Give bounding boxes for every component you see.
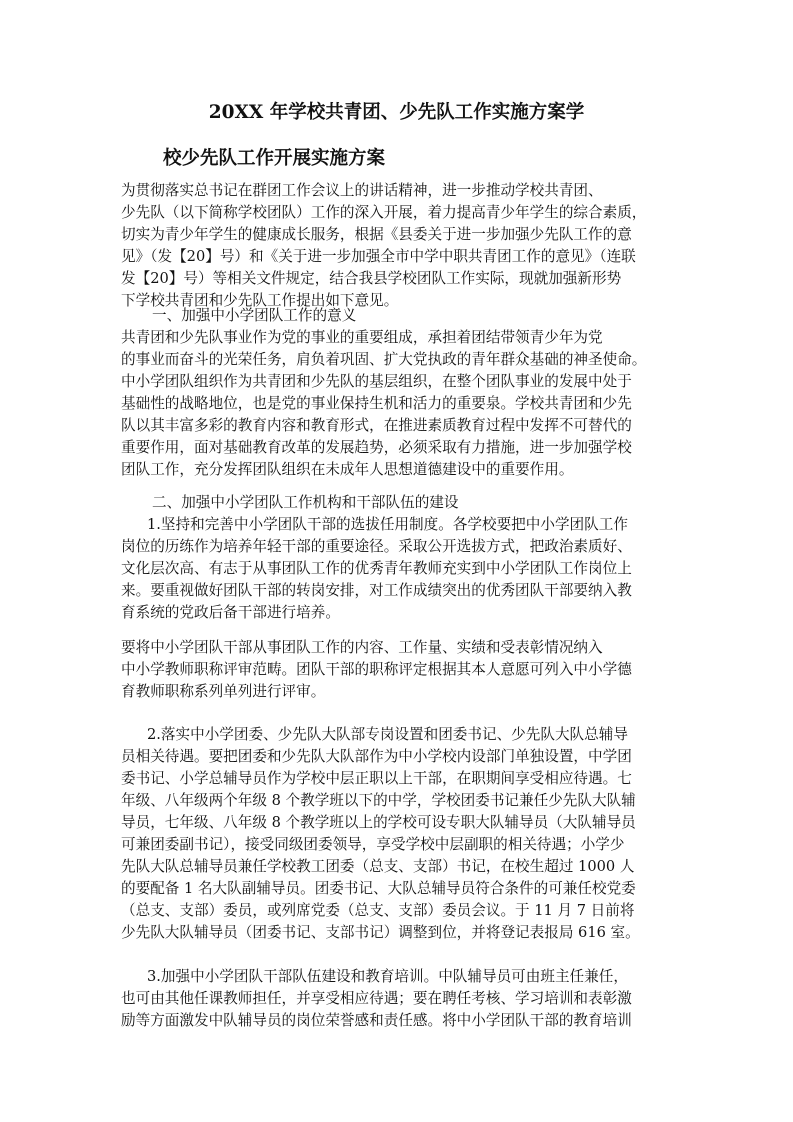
section-2-item-3-line: 也可由其他任课教师担任，并享受相应待遇；要在聘任考核、学习培训和表彰激 xyxy=(121,990,632,1007)
section-2-heading: 二、加强中小学团队工作机构和干部队伍的建设 xyxy=(152,494,459,511)
document-title-line-2: 校少先队工作开展实施方案 xyxy=(163,148,386,169)
section-1-line: 的事业而奋斗的光荣任务，肩负着巩固、扩大党执政的青年群众基础的神圣使命。 xyxy=(121,351,647,368)
section-2-item-2-line: （总支、支部）委员，或列席党委（总支、支部）委员会议。于 11 月 7 日前将 xyxy=(121,902,635,919)
section-2-paragraph-line: 中小学教师职称评审范畴。团队干部的职称评定根据其本人意愿可列入中小学德 xyxy=(121,661,632,678)
section-1-line: 基础性的战略地位，也是党的事业保持生机和活力的重要泉。学校共青团和少先 xyxy=(121,395,632,412)
section-2-item-2-line: 2.落实中小学团委、少先队大队部专岗设置和团委书记、少先队大队总辅导 xyxy=(147,726,628,743)
section-2-item-1-line: 文化层次高、有志于从事团队工作的优秀青年教师充实到中小学团队工作岗位上 xyxy=(121,560,632,577)
section-2-item-2-line: 可兼团委副书记），接受同级团委领导，享受学校中层副职的相关待遇；小学少 xyxy=(121,836,625,853)
section-2-item-2-line: 的要配备 1 名大队副辅导员。团委书记、大队总辅导员符合条件的可兼任校党委 xyxy=(121,880,636,897)
section-1-line: 中小学团队组织作为共青团和少先队的基层组织，在整个团队事业的发展中处于 xyxy=(121,373,632,390)
intro-line: 发【20】号）等相关文件规定，结合我县学校团队工作实际，现就加强新形势 xyxy=(121,270,622,287)
section-2-paragraph-line: 要将中小学团队干部从事团队工作的内容、工作量、实绩和受表彰情况纳入 xyxy=(121,639,603,656)
section-1-line: 共青团和少先队事业作为党的事业的重要组成，承担着团结带领青少年为党 xyxy=(121,329,603,346)
intro-line: 下学校共青团和少先队工作提出如下意见。 xyxy=(121,292,399,309)
section-2-item-1-line: 来。要重视做好团队干部的转岗安排，对工作成绩突出的优秀团队干部要纳入教 xyxy=(121,582,632,599)
section-2-item-2-line: 委书记、小学总辅导员作为学校中层正职以上干部，在职期间享受相应待遇。七 xyxy=(121,770,632,787)
section-2-item-2-line: 年级、八年级两个年级 8 个教学班以下的中学，学校团委书记兼任少先队大队辅 xyxy=(121,792,636,809)
section-2-item-3-line: 3.加强中小学团队干部队伍建设和教育培训。中队辅导员可由班主任兼任， xyxy=(147,968,628,985)
section-1-line: 队以其丰富多彩的教育内容和教育形式，在推进素质教育过程中发挥不可替代的 xyxy=(121,417,632,434)
section-1-line: 团队工作，充分发挥团队组织在未成年人思想道德建设中的重要作用。 xyxy=(121,461,574,478)
document-title-line-1: 20XX 年学校共青团、少先队工作实施方案学 xyxy=(208,102,585,123)
intro-line: 切实为青少年学生的健康成长服务，根据《县委关于进一步加强少先队工作的意 xyxy=(121,226,632,243)
section-2-item-1-line: 1.坚持和完善中小学团队干部的选拔任用制度。各学校要把中小学团队工作 xyxy=(147,516,628,533)
intro-line: 见》（发【20】号）和《关于进一步加强全市中学中职共青团工作的意见》（连联 xyxy=(121,248,636,265)
section-2-item-2-line: 导员，七年级、八年级 8 个教学班以上的学校可设专职大队辅导员（大队辅导员 xyxy=(121,814,636,831)
section-2-item-1-line: 育系统的党政后备干部进行培养。 xyxy=(121,604,340,621)
intro-line: 少先队（以下简称学校团队）工作的深入开展，着力提高青少年学生的综合素质， xyxy=(121,204,647,221)
section-1-heading: 一、加强中小学团队工作的意义 xyxy=(152,307,357,324)
section-2-paragraph-line: 育教师职称系列单列进行评审。 xyxy=(121,683,326,700)
section-2-item-2-line: 少先队大队辅导员（团委书记、支部书记）调整到位，并将登记表报局 616 室。 xyxy=(121,924,640,941)
intro-line: 为贯彻落实总书记在群团工作会议上的讲话精神，进一步推动学校共青团、 xyxy=(121,182,603,199)
section-2-item-2-line: 先队大队总辅导员兼任学校教工团委（总支、支部）书记，在校生超过 1000 人 xyxy=(121,858,635,875)
section-1-line: 重要作用，面对基础教育改革的发展趋势，必须采取有力措施，进一步加强学校 xyxy=(121,439,632,456)
section-2-item-2-line: 员相关待遇。要把团委和少先队大队部作为中小学校内设部门单独设置，中学团 xyxy=(121,748,632,765)
section-2-item-1-line: 岗位的历练作为培养年轻干部的重要途径。采取公开选拔方式，把政治素质好、 xyxy=(121,538,632,555)
section-2-item-3-line: 励等方面激发中队辅导员的岗位荣誉感和责任感。将中小学团队干部的教育培训 xyxy=(121,1012,632,1029)
